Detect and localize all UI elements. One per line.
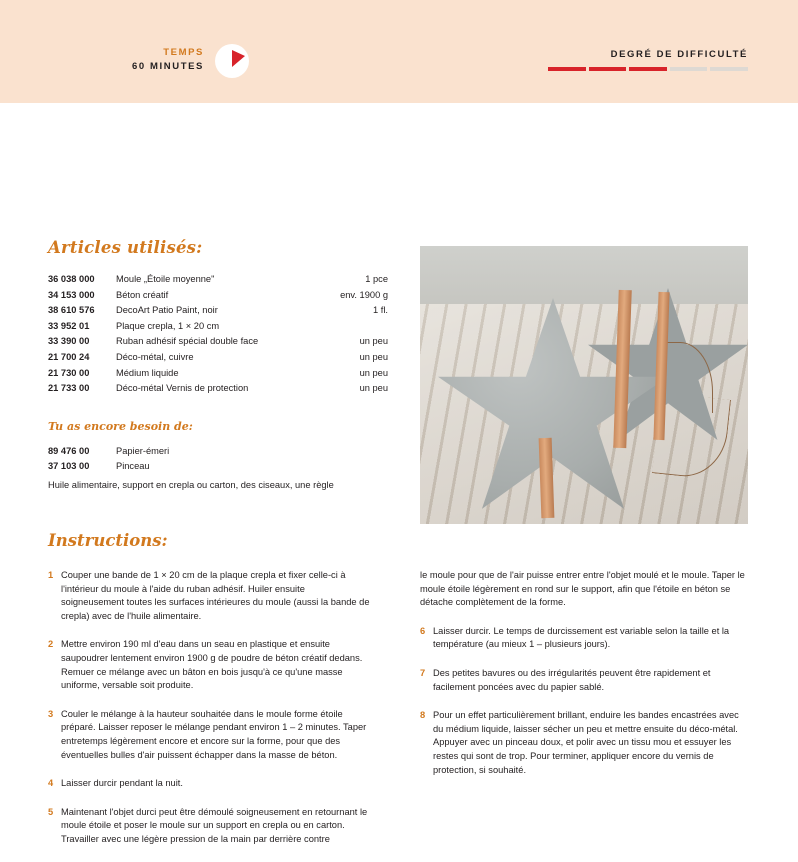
step-text: Couper une bande de 1 × 20 cm de la plaque crepla et fixer celle-ci à l'intérieur du moule à l'aide du ruban adhésif. Huiler ensuite soigneusement toutes les surfaces intérieures du moule (aussi la bande de crepla) avec de l'huile alimentaire. bbox=[61, 570, 370, 621]
difficulty-block bbox=[548, 48, 748, 62]
article-code: 33 390 00 bbox=[48, 336, 90, 347]
step-text: Des petites bavures ou des irrégularités peuvent être rapidement et facilement poncées avec du papier sablé. bbox=[433, 667, 711, 692]
step-number: 5 bbox=[48, 806, 54, 817]
difficulty-meter bbox=[548, 67, 748, 71]
timer-dial-icon bbox=[215, 44, 249, 78]
instruction-step bbox=[48, 806, 370, 847]
table-row bbox=[48, 382, 388, 398]
concrete-star-photo bbox=[420, 246, 748, 524]
step-text: Maintenant l'objet durci peut être démoulé soigneusement en retournant le moule étoile et poser le moule sur un support en crepla ou en carton. Travailler avec une légère pression de la main par derrière contre bbox=[61, 806, 368, 844]
article-qty: un peu bbox=[359, 367, 388, 378]
article-desc: DecoArt Patio Paint, noir bbox=[116, 305, 218, 316]
instruction-step bbox=[48, 569, 370, 623]
table-row bbox=[48, 335, 388, 351]
step-number: 3 bbox=[48, 708, 54, 719]
article-code: 34 153 000 bbox=[48, 289, 95, 300]
needed-qty bbox=[316, 445, 388, 461]
article-code: 38 610 576 bbox=[48, 305, 95, 316]
article-qty bbox=[316, 320, 388, 336]
article-qty: un peu bbox=[359, 383, 388, 394]
instructions-left-column bbox=[48, 569, 370, 862]
instruction-step bbox=[48, 708, 370, 762]
needed-code: 89 476 00 bbox=[48, 445, 90, 456]
step-continuation-text: le moule pour que de l'air puisse entrer entre l'objet moulé et le moule. Taper le moule étoile légèrement en rond sur le support, afin que l'étoile en béton se détache complètement de la forme. bbox=[420, 570, 745, 608]
article-desc: Médium liquide bbox=[116, 367, 179, 378]
instruction-step bbox=[420, 625, 750, 652]
difficulty-segment bbox=[710, 67, 748, 71]
needed-qty bbox=[316, 460, 388, 476]
difficulty-segment bbox=[548, 67, 586, 71]
step-number: 7 bbox=[420, 667, 426, 678]
article-code: 21 733 00 bbox=[48, 383, 90, 394]
step-number: 2 bbox=[48, 639, 54, 650]
step-number: 8 bbox=[420, 710, 426, 721]
project-photo bbox=[420, 246, 748, 524]
table-row bbox=[48, 289, 388, 305]
article-qty: un peu bbox=[359, 351, 388, 362]
time-value: 60 MINUTES bbox=[132, 61, 204, 72]
difficulty-segment bbox=[629, 67, 667, 71]
instructions-right-column bbox=[420, 569, 750, 792]
instruction-step bbox=[420, 667, 750, 694]
article-desc: Déco-métal, cuivre bbox=[116, 351, 194, 362]
timer-wedge-icon bbox=[232, 50, 245, 67]
instructions-title: Instructions: bbox=[48, 531, 168, 550]
article-code: 36 038 000 bbox=[48, 274, 95, 284]
time-label: TEMPS bbox=[163, 47, 204, 58]
table-row bbox=[48, 304, 388, 320]
difficulty-segment bbox=[670, 67, 708, 71]
step-number: 4 bbox=[48, 778, 54, 789]
table-row bbox=[48, 367, 388, 383]
also-needed-free-text: Huile alimentaire, support en crepla ou carton, des ciseaux, une règle bbox=[48, 479, 334, 490]
article-desc: Plaque crepla, 1 × 20 cm bbox=[116, 320, 220, 331]
table-row bbox=[48, 320, 388, 336]
needed-desc: Pinceau bbox=[116, 461, 150, 472]
time-block bbox=[120, 46, 204, 74]
instruction-step bbox=[48, 638, 370, 692]
article-code: 21 730 00 bbox=[48, 367, 90, 378]
also-needed-table bbox=[48, 445, 388, 476]
step-number: 1 bbox=[48, 570, 54, 580]
table-row bbox=[48, 445, 388, 461]
table-row bbox=[48, 351, 388, 367]
materials-column bbox=[48, 238, 388, 491]
article-code: 33 952 01 bbox=[48, 320, 90, 331]
step-text: Laisser durcir pendant la nuit. bbox=[61, 778, 183, 789]
difficulty-segment bbox=[589, 67, 627, 71]
instruction-step bbox=[48, 777, 370, 791]
instruction-step bbox=[420, 709, 750, 777]
article-qty: env. 1900 g bbox=[340, 289, 388, 300]
step-text: Couler le mélange à la hauteur souhaitée dans le moule forme étoile préparé. Laisser reposer le mélange pendant environ 1 – 2 minutes. Taper entretemps légèrement encore et encore sur la forme, pour que des éventuelles bulles d'air puissent échapper dans la masse de béton. bbox=[61, 708, 367, 760]
article-qty: un peu bbox=[359, 336, 388, 347]
step-text: Mettre environ 190 ml d'eau dans un seau en plastique et ensuite saupoudrer lentement environ 1900 g de poudre de béton créatif dedans. Remuer ce mélange avec un bâton en bois jusqu'à ce qu'une masse uniforme, versable soit produite. bbox=[61, 639, 363, 691]
table-row bbox=[48, 273, 388, 289]
article-code: 21 700 24 bbox=[48, 351, 90, 362]
articles-table bbox=[48, 273, 388, 398]
difficulty-label: DEGRÉ DE DIFFICULTÉ bbox=[610, 49, 748, 60]
also-needed-title: Tu as encore besoin de: bbox=[48, 419, 193, 433]
article-qty: 1 pce bbox=[365, 274, 388, 284]
step-text: Laisser durcir. Le temps de durcissement est variable selon la taille et la température (au mieux 1 – plusieurs jours). bbox=[433, 625, 730, 650]
articles-title: Articles utilisés: bbox=[48, 238, 203, 257]
header-band bbox=[0, 0, 798, 103]
needed-desc: Papier-émeri bbox=[116, 445, 170, 456]
article-desc: Déco-métal Vernis de protection bbox=[116, 383, 249, 394]
table-row bbox=[48, 460, 388, 476]
article-qty: 1 fl. bbox=[373, 305, 388, 316]
article-desc: Moule „Étoile moyenne" bbox=[116, 274, 215, 284]
needed-code: 37 103 00 bbox=[48, 461, 90, 472]
photo-wall bbox=[420, 246, 748, 304]
copper-stripe bbox=[539, 438, 555, 518]
article-desc: Béton créatif bbox=[116, 289, 169, 300]
article-desc: Ruban adhésif spécial double face bbox=[116, 336, 259, 347]
step-number: 6 bbox=[420, 625, 426, 636]
step-text: Pour un effet particulièrement brillant, enduire les bandes encastrées avec du médium liquide, laisser sécher un peu et mettre ensuite du déco-métal. Appuyer avec un pinceau doux, et polir avec un tissu mou et essuyer les restes qui sont de trop. Pour terminer, appliquer encore du vernis de protection, si souhaité. bbox=[433, 710, 739, 775]
